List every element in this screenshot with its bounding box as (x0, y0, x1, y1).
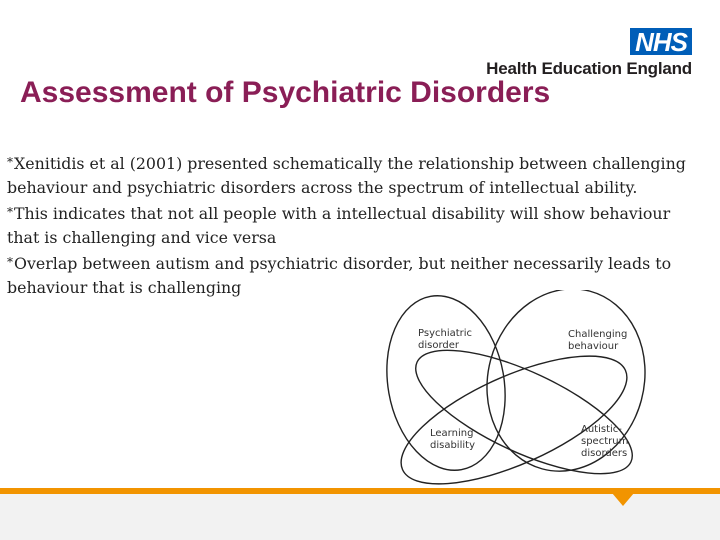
label-line: Psychiatric (418, 328, 473, 339)
nhs-logo-badge: NHS (630, 28, 692, 55)
label-line: behaviour (568, 341, 619, 352)
label-psychiatric-disorder (418, 328, 475, 351)
bullet-text: Overlap between autism and psychiatric disorder, but neither necessarily leads to behaviour that is challenging (7, 254, 672, 297)
organisation-name: Health Education England (486, 59, 692, 78)
bullet-mark: * (7, 155, 13, 169)
footer-notch-marker (612, 493, 634, 506)
learning-disability-ellipse (385, 330, 644, 490)
bullet-item (7, 150, 707, 200)
label-autistic-spectrum-disorders (581, 424, 632, 459)
challenging-behaviour-ellipse (467, 290, 654, 489)
label-challenging-behaviour (568, 329, 631, 352)
slide-title: Assessment of Psychiatric Disorders (20, 76, 551, 109)
label-line: Autistic- (581, 424, 622, 435)
overlap-diagram (384, 290, 654, 490)
bullet-item (7, 200, 707, 250)
label-line: disorders (581, 448, 628, 459)
nhs-hee-logo (486, 28, 692, 79)
bullet-text: This indicates that not all people with a intellectual disability will show behaviour that is challenging and vice versa (7, 204, 671, 247)
label-line: Learning (430, 428, 474, 439)
label-line: disability (430, 440, 475, 451)
bullet-mark: * (7, 255, 13, 269)
bullet-mark: * (7, 205, 13, 219)
bullet-list (7, 150, 707, 300)
label-line: spectrum (581, 436, 629, 447)
label-line: disorder (418, 340, 460, 351)
label-line: Challenging (568, 329, 628, 340)
bullet-text: Xenitidis et al (2001) presented schematically the relationship between challenging behaviour and psychiatric disorders across the spectrum of intellectual ability. (7, 154, 686, 197)
label-learning-disability (430, 428, 477, 451)
